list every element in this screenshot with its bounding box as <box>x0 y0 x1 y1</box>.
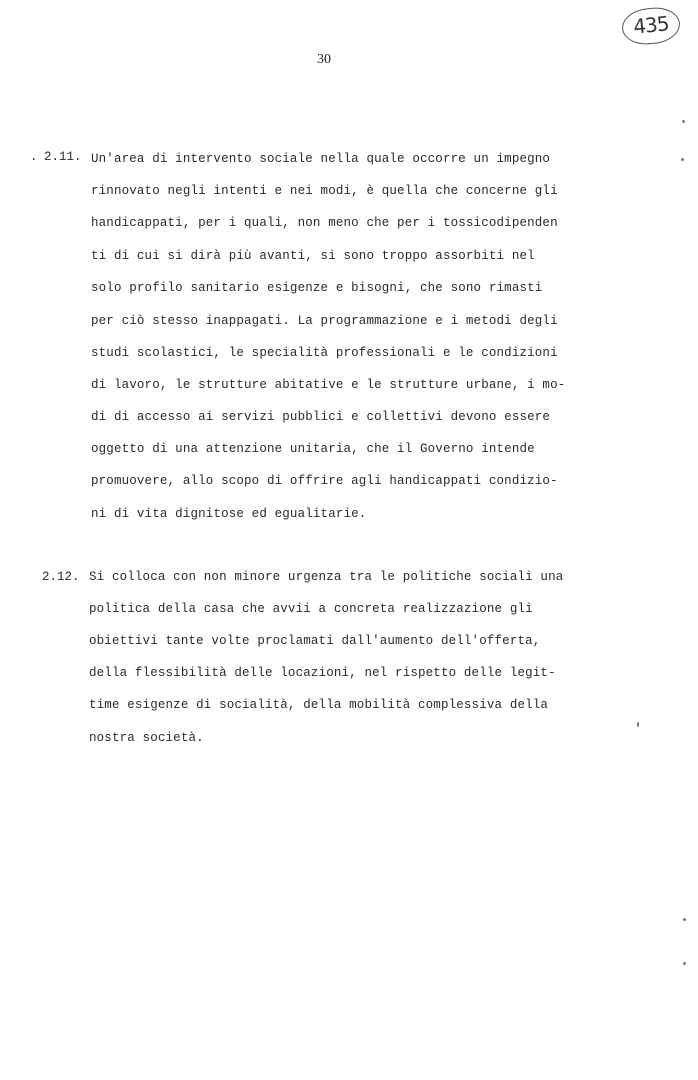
margin-speck <box>683 962 686 965</box>
paragraph-line: rinnovato negli intenti e nei modi, è quella che concerne gli <box>91 184 558 198</box>
paragraph-line: Un'area di intervento sociale nella quale occorre un impegno <box>91 152 551 166</box>
paragraph-line: di lavoro, le strutture abitative e le strutture urbane, i mo- <box>91 378 566 392</box>
margin-speck <box>681 158 684 161</box>
page-number: 30 <box>317 52 331 67</box>
section-number: 2.12. <box>42 570 80 584</box>
paragraph-line: promuovere, allo scopo di offrire agli handicappati condizio- <box>91 474 558 488</box>
paragraph-line: politica della casa che avvii a concreta realizzazione gli <box>89 602 533 616</box>
paragraph-line: obiettivi tante volte proclamati dall'aumento dell'offerta, <box>89 634 541 648</box>
paragraph-line: nostra società. <box>89 731 204 745</box>
handwritten-page-stamp: 435 <box>620 5 681 47</box>
paragraph-line: per ciò stesso inappagati. La programmazione e i metodi degli <box>91 314 558 328</box>
paragraph-line: oggetto di una attenzione unitaria, che il Governo intende <box>91 442 535 456</box>
paragraph-line: studi scolastici, le specialità professionali e le condizioni <box>91 346 558 360</box>
paragraph-line: della flessibilità delle locazioni, nel rispetto delle legit- <box>89 666 556 680</box>
paragraph-line: ti di cui si dirà più avanti, si sono troppo assorbiti nel <box>91 249 535 263</box>
section-number: 2.11. <box>44 150 82 164</box>
paragraph-line: handicappati, per i quali, non meno che per i tossicodipenden <box>91 216 558 230</box>
margin-speck <box>683 918 686 921</box>
paragraph-line: solo profilo sanitario esigenze e bisogni, che sono rimasti <box>91 281 543 295</box>
paragraph-line: ni di vita dignitose ed egualitarie. <box>91 507 367 521</box>
paragraph-line: Si colloca con non minore urgenza tra le politiche sociali una <box>89 570 564 584</box>
paragraph-line: time esigenze di socialità, della mobilità complessiva della <box>89 698 549 712</box>
paragraph-line: di di accesso ai servizi pubblici e collettivi devono essere <box>91 410 551 424</box>
margin-speck <box>682 120 685 123</box>
margin-speck <box>637 722 639 727</box>
margin-dot: . <box>30 150 38 164</box>
